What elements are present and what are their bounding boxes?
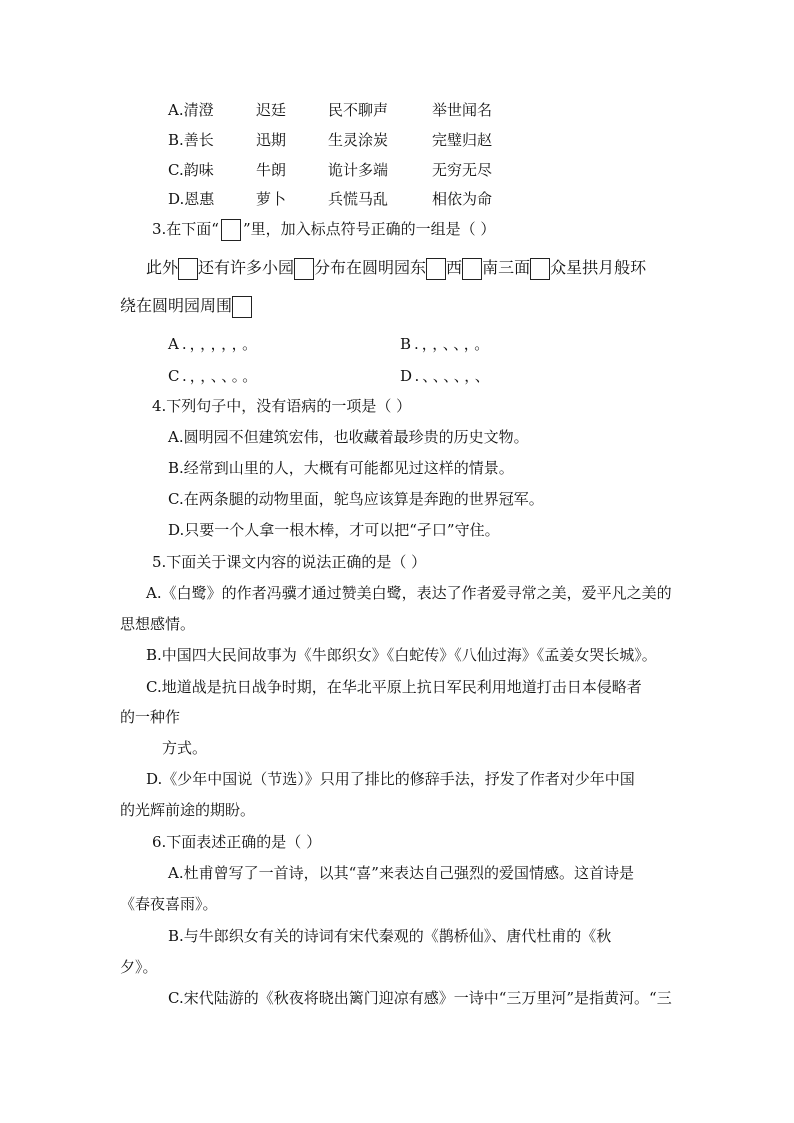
answer-box[interactable] — [221, 219, 241, 241]
sentence-part: 绕在圆明园周围 — [120, 296, 233, 315]
q6-option-b-cont: 夕》。 — [120, 958, 158, 976]
q6-option-a: A.杜甫曾写了一首诗，以其“喜”来表达自己强烈的爱国情感。这首诗是 — [168, 864, 634, 882]
option-word: 相依为命 — [432, 190, 493, 208]
q6-option-b: B.与牛郎织女有关的诗词有宋代秦观的《鹊桥仙》、唐代杜甫的《秋 — [168, 927, 612, 945]
sentence-part: 分布在圆明园东 — [314, 258, 427, 277]
q6-option-c: C.宋代陆游的《秋夜将晓出篱门迎凉有感》一诗中“三万里河”是指黄河。“三 — [168, 989, 672, 1007]
q3-option-a: A.，，，，，。 — [168, 335, 261, 353]
q6-option-a-cont: 《春夜喜雨》。 — [120, 895, 218, 913]
q5-option-d-cont: 的光辉前途的期盼。 — [120, 801, 256, 819]
option-word: 民不聊声 — [328, 101, 389, 119]
q3-prefix: 3.在下面“ — [152, 220, 219, 238]
sentence-part: 众星拱月般环 — [550, 258, 647, 277]
q4-title: 4.下列句子中，没有语病的一项是（ ） — [152, 397, 412, 415]
q4-option-b: B.经常到山里的人，大概有可能都见过这样的情景。 — [168, 459, 514, 477]
option-label: C.韵味 — [168, 161, 214, 179]
option-word: 举世闻名 — [432, 101, 493, 119]
answer-box[interactable] — [178, 258, 198, 280]
q5-option-c-cont2: 方式。 — [162, 739, 208, 757]
q3-option-d: D.、、、、，、 — [400, 367, 493, 385]
q3-option-b: B.，，、、，。 — [400, 335, 493, 353]
option-label: A.清澄 — [168, 101, 214, 119]
q4-option-a: A.圆明园不但建筑宏伟，也收藏着最珍贵的历史文物。 — [168, 428, 529, 446]
q5-title: 5.下面关于课文内容的说法正确的是（ ） — [152, 553, 427, 571]
sentence-part: 还有许多小园 — [198, 258, 295, 277]
answer-box[interactable] — [294, 258, 314, 280]
q3-title — [152, 218, 495, 241]
option-word: 迟廷 — [256, 101, 287, 119]
q5-option-a: A.《白鹭》的作者冯骥才通过赞美白鹭，表达了作者爱寻常之美，爱平凡之美的 — [146, 584, 672, 602]
q3-sentence — [146, 257, 646, 280]
q5-option-d: D.《少年中国说（节选）》只用了排比的修辞手法，抒发了作者对少年中国 — [146, 770, 635, 788]
sentence-part: 南三面 — [482, 258, 531, 277]
option-word: 牛朗 — [256, 161, 287, 179]
q3-suffix: ”里，加入标点符号正确的一组是（ ） — [242, 220, 496, 238]
sentence-part: 此外 — [146, 258, 179, 277]
option-label: D.恩惠 — [168, 190, 215, 208]
option-word: 兵慌马乱 — [328, 190, 389, 208]
q3-sentence-cont — [120, 295, 252, 318]
option-label: B.善长 — [168, 131, 214, 149]
q4-option-d: D.只要一个人拿一根木棒，才可以把“孑口”守住。 — [168, 521, 500, 539]
option-word: 诡计多端 — [328, 161, 389, 179]
q5-option-c-cont: 的一种作 — [120, 708, 181, 726]
option-word: 无穷无尽 — [432, 161, 493, 179]
sentence-part: 西 — [446, 258, 463, 277]
q5-option-b: B.中国四大民间故事为《牛郎织女》《白蛇传》《八仙过海》《孟姜女哭长城》。 — [146, 646, 657, 664]
answer-box[interactable] — [462, 258, 482, 280]
q6-title: 6.下面表述正确的是（ ） — [152, 833, 322, 851]
q4-option-c: C.在两条腿的动物里面，鸵鸟应该算是奔跑的世界冠军。 — [168, 490, 544, 508]
option-word: 萝卜 — [256, 190, 287, 208]
option-word: 完璧归赵 — [432, 131, 493, 149]
answer-box[interactable] — [530, 258, 550, 280]
answer-box[interactable] — [426, 258, 446, 280]
q5-option-c: C.地道战是抗日战争时期，在华北平原上抗日军民利用地道打击日本侵略者 — [146, 678, 642, 696]
q3-option-c: C.，，、、。。 — [168, 367, 261, 385]
q5-option-a-cont: 思想感情。 — [120, 615, 196, 633]
option-word: 迅期 — [256, 131, 287, 149]
option-word: 生灵涂炭 — [328, 131, 389, 149]
answer-box[interactable] — [232, 296, 252, 318]
